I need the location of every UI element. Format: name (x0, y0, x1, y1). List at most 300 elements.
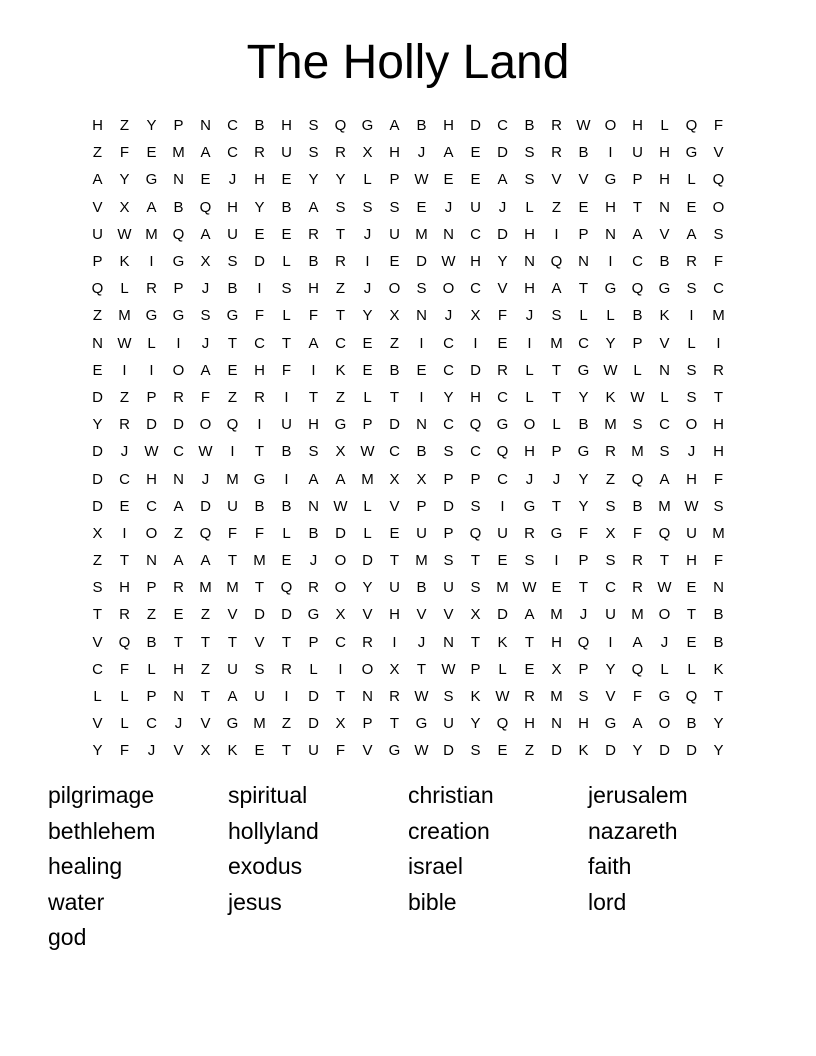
grid-letter: A (200, 361, 211, 379)
grid-letter: D (173, 416, 184, 434)
grid-letter: C (470, 280, 481, 298)
grid-letter: N (524, 253, 535, 271)
grid-letter: R (389, 688, 400, 706)
grid-letter: G (604, 171, 617, 189)
grid-letter: B (254, 497, 265, 515)
grid-letter: D (92, 388, 103, 406)
grid-letter: T (470, 633, 481, 651)
grid-letter: Z (173, 524, 184, 542)
grid-letter: S (254, 660, 265, 678)
grid-letter: W (603, 361, 618, 379)
grid-letter: T (659, 552, 670, 570)
grid-letter: J (444, 198, 453, 216)
grid-letter: D (308, 715, 319, 733)
grid-letter: P (416, 497, 427, 515)
grid-letter: L (147, 660, 156, 678)
grid-letter: U (497, 524, 508, 542)
grid-letter: G (658, 280, 671, 298)
grid-letter: Y (92, 742, 103, 760)
grid-letter: E (686, 198, 697, 216)
grid-letter: H (551, 633, 562, 651)
grid-letter: H (686, 552, 697, 570)
grid-letter: O (388, 280, 401, 298)
grid-letter: L (282, 307, 291, 325)
grid-letter: M (118, 307, 131, 325)
grid-letter: N (173, 688, 184, 706)
grid-letter: D (92, 470, 103, 488)
grid-letter: S (470, 742, 481, 760)
grid-letter: M (172, 144, 185, 162)
grid-letter: X (200, 742, 211, 760)
grid-letter: O (712, 198, 725, 216)
grid-letter: S (281, 280, 292, 298)
grid-letter: T (227, 633, 238, 651)
grid-letter: E (362, 361, 373, 379)
grid-letter: L (660, 117, 669, 135)
grid-letter: I (257, 416, 262, 434)
grid-letter: Q (685, 688, 698, 706)
grid-letter: W (144, 443, 159, 461)
grid-letter: Q (172, 225, 185, 243)
grid-letter: E (524, 660, 535, 678)
grid-letter: Q (91, 280, 104, 298)
grid-letter: C (605, 579, 616, 597)
grid-letter: K (119, 253, 130, 271)
grid-letter: C (443, 334, 454, 352)
grid-letter: N (146, 552, 157, 570)
grid-letter: S (227, 253, 238, 271)
grid-letter: V (362, 742, 373, 760)
grid-row (84, 330, 732, 357)
grid-row (84, 139, 732, 166)
grid-letter: V (713, 144, 724, 162)
grid-letter: C (335, 334, 346, 352)
grid-letter: T (551, 361, 562, 379)
grid-letter: H (578, 715, 589, 733)
grid-letter: P (632, 334, 643, 352)
grid-letter: A (443, 144, 454, 162)
grid-letter: K (713, 660, 724, 678)
grid-letter: A (632, 715, 643, 733)
grid-letter: E (227, 361, 238, 379)
grid-letter: Y (578, 388, 589, 406)
grid-letter: D (92, 443, 103, 461)
grid-letter: K (605, 388, 616, 406)
grid-letter: L (687, 334, 696, 352)
grid-letter: Y (92, 416, 103, 434)
grid-letter: I (554, 552, 559, 570)
grid-letter: B (632, 307, 643, 325)
grid-letter: G (388, 742, 401, 760)
grid-letter: Q (685, 117, 698, 135)
grid-letter: L (147, 334, 156, 352)
grid-letter: G (604, 280, 617, 298)
grid-letter: L (120, 688, 129, 706)
grid-letter: E (362, 334, 373, 352)
grid-letter: H (92, 117, 103, 135)
grid-letter: B (389, 361, 400, 379)
grid-letter: Q (496, 443, 509, 461)
grid-letter: Z (119, 117, 130, 135)
grid-letter: N (551, 715, 562, 733)
grid-letter: U (632, 144, 643, 162)
grid-letter: Z (389, 334, 400, 352)
grid-letter: Z (335, 388, 346, 406)
grid-letter: W (333, 497, 348, 515)
grid-letter: J (147, 742, 156, 760)
grid-letter: R (308, 579, 319, 597)
grid-letter: B (227, 280, 238, 298)
grid-letter: T (173, 633, 184, 651)
grid-letter: H (227, 198, 238, 216)
grid-letter: G (172, 253, 185, 271)
grid-letter: E (254, 225, 265, 243)
grid-letter: R (308, 225, 319, 243)
grid-letter: D (470, 117, 481, 135)
grid-letter: A (173, 497, 184, 515)
grid-letter: T (335, 307, 346, 325)
grid-letter: R (281, 660, 292, 678)
grid-letter: Y (119, 171, 130, 189)
grid-row (84, 302, 732, 329)
grid-letter: M (496, 579, 509, 597)
grid-letter: H (470, 253, 481, 271)
grid-letter: G (604, 715, 617, 733)
grid-letter: O (172, 361, 185, 379)
grid-letter: O (658, 715, 671, 733)
grid-letter: Q (496, 715, 509, 733)
grid-letter: A (308, 198, 319, 216)
grid-letter: O (604, 117, 617, 135)
grid-letter: Q (550, 253, 563, 271)
grid-letter: H (659, 171, 670, 189)
grid-letter: J (228, 171, 237, 189)
grid-letter: A (389, 117, 400, 135)
grid-row (84, 601, 732, 628)
grid-letter: B (281, 198, 292, 216)
grid-letter: A (173, 552, 184, 570)
grid-letter: P (470, 660, 481, 678)
grid-letter: A (308, 470, 319, 488)
grid-letter: H (524, 225, 535, 243)
grid-letter: C (713, 280, 724, 298)
grid-letter: A (146, 198, 157, 216)
grid-letter: C (254, 334, 265, 352)
grid-letter: F (119, 742, 130, 760)
grid-letter: S (443, 688, 454, 706)
grid-letter: C (146, 497, 157, 515)
word-bank-item: spiritual (228, 782, 308, 808)
grid-letter: Y (335, 171, 346, 189)
grid-letter: B (659, 253, 670, 271)
word-bank-item: bethlehem (48, 817, 156, 844)
grid-row (84, 275, 732, 302)
grid-letter: D (200, 497, 211, 515)
grid-letter: P (578, 225, 589, 243)
grid-letter: S (578, 688, 589, 706)
grid-letter: X (551, 660, 562, 678)
grid-letter: Y (578, 497, 589, 515)
grid-letter: A (200, 144, 211, 162)
grid-letter: D (362, 552, 373, 570)
grid-letter: M (226, 579, 239, 597)
grid-letter: J (687, 443, 696, 461)
grid-letter: Y (470, 715, 481, 733)
grid-letter: L (93, 688, 102, 706)
grid-letter: Q (658, 524, 671, 542)
grid-letter: D (605, 742, 616, 760)
grid-letter: L (687, 171, 696, 189)
grid-letter: D (254, 606, 265, 624)
grid-letter: Y (443, 388, 454, 406)
grid-letter: X (470, 606, 481, 624)
grid-letter: I (473, 334, 478, 352)
grid-letter: T (92, 606, 103, 624)
grid-letter: R (632, 552, 643, 570)
grid-letter: B (713, 633, 724, 651)
grid-letter: Y (362, 307, 373, 325)
grid-letter: S (92, 579, 103, 597)
grid-letter: T (389, 715, 400, 733)
grid-letter: K (227, 742, 238, 760)
grid-letter: T (578, 579, 589, 597)
grid-letter: I (608, 633, 613, 651)
grid-letter: F (578, 524, 589, 542)
grid-letter: W (360, 443, 375, 461)
grid-letter: C (227, 144, 238, 162)
grid-letter: G (145, 171, 158, 189)
grid-letter: O (685, 416, 698, 434)
grid-letter: D (443, 742, 454, 760)
grid-letter: V (659, 334, 670, 352)
grid-letter: S (200, 307, 211, 325)
grid-letter: M (712, 524, 725, 542)
grid-letter: C (389, 443, 400, 461)
grid-letter: D (335, 524, 346, 542)
grid-letter: V (443, 606, 454, 624)
grid-letter: C (146, 715, 157, 733)
grid-letter: L (525, 198, 534, 216)
grid-letter: F (713, 470, 724, 488)
grid-letter: P (308, 633, 319, 651)
grid-letter: T (686, 606, 697, 624)
grid-letter: I (608, 144, 613, 162)
grid-row (84, 710, 732, 737)
grid-letter: H (389, 606, 400, 624)
grid-letter: V (497, 280, 508, 298)
grid-letter: E (578, 198, 589, 216)
grid-letter: U (443, 715, 454, 733)
grid-letter: G (415, 715, 428, 733)
grid-letter: P (173, 280, 184, 298)
grid-letter: E (551, 579, 562, 597)
grid-letter: Z (524, 742, 535, 760)
grid-letter: N (578, 253, 589, 271)
grid-letter: T (254, 443, 265, 461)
grid-row (84, 221, 732, 248)
grid-letter: A (524, 606, 535, 624)
grid-letter: C (119, 470, 130, 488)
grid-letter: H (632, 117, 643, 135)
grid-row (84, 248, 732, 275)
grid-letter: E (200, 171, 211, 189)
grid-letter: D (308, 688, 319, 706)
grid-letter: Y (308, 171, 319, 189)
grid-letter: E (686, 579, 697, 597)
grid-letter: A (200, 552, 211, 570)
letter-grid (84, 112, 732, 765)
grid-letter: S (524, 171, 535, 189)
grid-letter: R (605, 443, 616, 461)
grid-letter: B (578, 416, 589, 434)
grid-letter: T (227, 334, 238, 352)
grid-letter: F (227, 524, 238, 542)
grid-row (84, 656, 732, 683)
grid-letter: S (686, 388, 697, 406)
grid-letter: V (92, 198, 103, 216)
grid-letter: L (633, 361, 642, 379)
grid-letter: G (226, 715, 239, 733)
word-bank-item: christian (408, 782, 494, 808)
grid-letter: F (713, 552, 724, 570)
grid-letter: R (497, 361, 508, 379)
grid-letter: A (632, 633, 643, 651)
grid-letter: U (443, 579, 454, 597)
grid-letter: L (120, 715, 129, 733)
grid-letter: C (92, 660, 103, 678)
grid-row (84, 520, 732, 547)
grid-letter: X (416, 470, 427, 488)
grid-letter: L (309, 660, 318, 678)
grid-row (84, 493, 732, 520)
grid-letter: G (523, 497, 536, 515)
grid-letter: G (577, 443, 590, 461)
grid-letter: H (470, 388, 481, 406)
word-bank-item: pilgrimage (48, 782, 155, 808)
grid-letter: N (659, 198, 670, 216)
grid-letter: I (122, 524, 127, 542)
grid-letter: Z (281, 715, 292, 733)
grid-letter: L (120, 280, 129, 298)
grid-letter: T (281, 334, 292, 352)
grid-letter: Q (631, 280, 644, 298)
grid-letter: W (414, 688, 429, 706)
grid-letter: P (146, 688, 157, 706)
grid-letter: P (362, 715, 373, 733)
grid-letter: V (173, 742, 184, 760)
grid-letter: D (443, 497, 454, 515)
grid-letter: M (550, 606, 563, 624)
puzzle-title: The Holly Land (246, 36, 570, 89)
grid-letter: V (578, 171, 589, 189)
grid-letter: H (443, 117, 454, 135)
grid-letter: Y (146, 117, 157, 135)
grid-letter: Q (226, 416, 239, 434)
grid-letter: C (470, 443, 481, 461)
grid-letter: D (416, 253, 427, 271)
grid-letter: T (713, 688, 724, 706)
word-bank-item: bible (408, 888, 457, 915)
grid-letter: A (227, 688, 238, 706)
grid-letter: Z (146, 606, 157, 624)
grid-letter: E (281, 171, 292, 189)
grid-letter: R (524, 524, 535, 542)
grid-letter: J (552, 470, 561, 488)
grid-letter: H (254, 171, 265, 189)
grid-letter: I (284, 688, 289, 706)
grid-letter: I (284, 470, 289, 488)
grid-letter: I (149, 253, 154, 271)
grid-letter: M (631, 443, 644, 461)
grid-letter: I (365, 253, 370, 271)
word-bank (48, 778, 768, 956)
grid-letter: Z (200, 606, 211, 624)
grid-letter: G (253, 470, 266, 488)
grid-letter: U (281, 144, 292, 162)
grid-letter: Y (713, 742, 724, 760)
grid-letter: A (200, 225, 211, 243)
grid-letter: R (551, 144, 562, 162)
grid-letter: L (363, 497, 372, 515)
grid-letter: Q (334, 117, 347, 135)
grid-letter: B (281, 443, 292, 461)
grid-letter: R (119, 416, 130, 434)
grid-letter: I (392, 633, 397, 651)
grid-letter: T (578, 280, 589, 298)
grid-letter: D (497, 144, 508, 162)
grid-letter: H (713, 416, 724, 434)
grid-letter: Q (469, 524, 482, 542)
grid-letter: F (254, 307, 265, 325)
grid-letter: O (442, 280, 455, 298)
grid-letter: I (311, 361, 316, 379)
grid-letter: E (281, 225, 292, 243)
grid-letter: D (254, 253, 265, 271)
grid-letter: W (117, 334, 132, 352)
grid-letter: A (632, 225, 643, 243)
grid-letter: S (362, 198, 373, 216)
grid-letter: K (470, 688, 481, 706)
grid-letter: Q (280, 579, 293, 597)
grid-letter: D (686, 742, 697, 760)
grid-letter: S (308, 443, 319, 461)
grid-letter: Z (119, 388, 130, 406)
grid-letter: E (470, 144, 481, 162)
grid-letter: T (335, 688, 346, 706)
grid-letter: C (443, 361, 454, 379)
grid-letter: R (119, 606, 130, 624)
grid-letter: S (443, 552, 454, 570)
grid-letter: I (554, 225, 559, 243)
grid-letter: I (419, 334, 424, 352)
grid-letter: M (658, 497, 671, 515)
word-bank-item: jerusalem (588, 782, 688, 808)
grid-letter: B (308, 253, 319, 271)
grid-letter: E (92, 361, 103, 379)
grid-letter: X (335, 715, 346, 733)
grid-letter: B (632, 497, 643, 515)
grid-row (84, 384, 732, 411)
grid-letter: T (227, 552, 238, 570)
grid-letter: H (524, 443, 535, 461)
grid-letter: P (578, 660, 589, 678)
grid-letter: T (254, 579, 265, 597)
grid-letter: B (578, 144, 589, 162)
grid-letter: I (176, 334, 181, 352)
grid-letter: L (579, 307, 588, 325)
grid-letter: W (495, 688, 510, 706)
grid-letter: I (527, 334, 532, 352)
